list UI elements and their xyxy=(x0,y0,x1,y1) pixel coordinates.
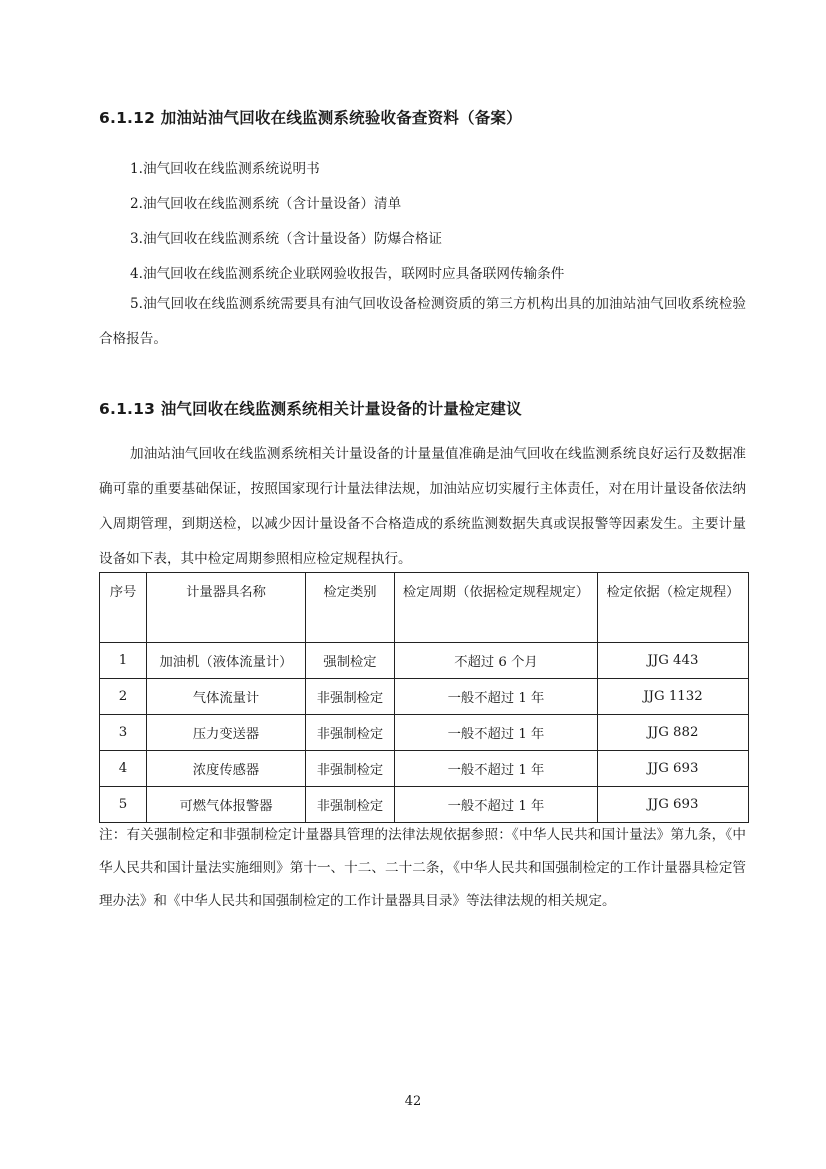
body-paragraph: 加油站油气回收在线监测系统相关计量设备的计量量值准确是油气回收在线监测系统良好运行及数据准确可靠的重要基础保证，按照国家现行计量法律法规，加油站应切实履行主体责任，对在用计量设备依法纳入周期管理，到期送检，以减少因计量设备不合格造成的系统监测数据失真或误报警等因素发生。主要计量设备如下表，其中检定周期参照相应检定规程执行。 xyxy=(99,446,746,567)
cell-verification-basis: JJG 443 xyxy=(598,643,749,679)
cell-verification-period: 一般不超过 1 年 xyxy=(395,787,598,823)
cell-verification-basis: JJG 882 xyxy=(598,715,749,751)
header-verification-basis: 检定依据（检定规程） xyxy=(598,573,749,643)
list-item: 2.油气回收在线监测系统（含计量设备）清单 xyxy=(130,196,402,212)
table-header-row xyxy=(100,573,749,643)
list-item: 5.油气回收在线监测系统需要具有油气回收设备检测资质的第三方机构出具的加油站油气回收系统检验合格报告。 xyxy=(99,296,746,347)
list-item: 4.油气回收在线监测系统企业联网验收报告，联网时应具备联网传输条件 xyxy=(130,266,565,282)
cell-verification-category: 非强制检定 xyxy=(306,787,395,823)
cell-verification-period: 一般不超过 1 年 xyxy=(395,679,598,715)
list-item: 3.油气回收在线监测系统（含计量设备）防爆合格证 xyxy=(130,231,443,247)
cell-verification-category: 强制检定 xyxy=(306,643,395,679)
list-item: 1.油气回收在线监测系统说明书 xyxy=(130,161,320,177)
legal-basis-note: 注：有关强制检定和非强制检定计量器具管理的法律法规依据参照：《中华人民共和国计量法》第九条，《中华人民共和国计量法实施细则》第十一、十二、二十二条，《中华人民共和国强制检定的工作计量器具检定管理办法》和《中华人民共和国强制检定的工作计量器具目录》等法律法规的相关规定。 xyxy=(99,827,746,909)
cell-instrument-name: 压力变送器 xyxy=(147,715,306,751)
cell-serial-no: 4 xyxy=(100,751,147,787)
cell-serial-no: 3 xyxy=(100,715,147,751)
cell-serial-no: 2 xyxy=(100,679,147,715)
cell-verification-category: 非强制检定 xyxy=(306,679,395,715)
cell-serial-no: 1 xyxy=(100,643,147,679)
cell-instrument-name: 气体流量计 xyxy=(147,679,306,715)
table-row xyxy=(100,751,749,787)
header-verification-category: 检定类别 xyxy=(306,573,395,643)
table-row xyxy=(100,679,749,715)
cell-instrument-name: 浓度传感器 xyxy=(147,751,306,787)
table-row xyxy=(100,715,749,751)
table-row xyxy=(100,643,749,679)
cell-instrument-name: 加油机（液体流量计） xyxy=(147,643,306,679)
section-heading-6-1-12: 6.1.12 加油站油气回收在线监测系统验收备查资料（备案） xyxy=(99,109,522,127)
header-verification-period: 检定周期（依据检定规程规定） xyxy=(395,573,598,643)
cell-verification-basis: JJG 1132 xyxy=(598,679,749,715)
cell-serial-no: 5 xyxy=(100,787,147,823)
cell-verification-period: 不超过 6 个月 xyxy=(395,643,598,679)
cell-verification-basis: JJG 693 xyxy=(598,787,749,823)
cell-verification-period: 一般不超过 1 年 xyxy=(395,715,598,751)
cell-verification-category: 非强制检定 xyxy=(306,751,395,787)
metering-equipment-table xyxy=(99,572,749,823)
cell-verification-basis: JJG 693 xyxy=(598,751,749,787)
header-serial-no: 序号 xyxy=(100,573,147,643)
cell-instrument-name: 可燃气体报警器 xyxy=(147,787,306,823)
section-heading-6-1-13: 6.1.13 油气回收在线监测系统相关计量设备的计量检定建议 xyxy=(99,400,522,418)
page-number: 42 xyxy=(404,1094,422,1109)
table-row xyxy=(100,787,749,823)
cell-verification-period: 一般不超过 1 年 xyxy=(395,751,598,787)
header-instrument-name: 计量器具名称 xyxy=(147,573,306,643)
cell-verification-category: 非强制检定 xyxy=(306,715,395,751)
